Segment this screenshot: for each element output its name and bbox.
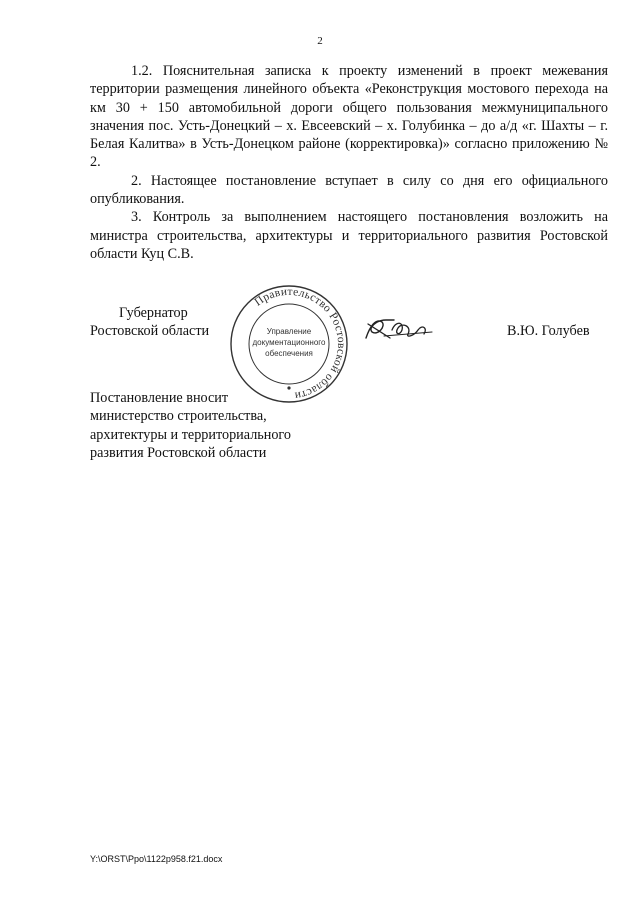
seal-inner-line-2: документационного [252, 338, 326, 347]
file-path-footer: Y:\ORST\Ppo\1122p958.f21.docx [90, 854, 223, 864]
submitter-line: Постановление вносит [90, 390, 229, 406]
submitter-note [90, 389, 291, 462]
submitter-line: министерство строительства, [90, 408, 267, 425]
document-body [90, 62, 608, 263]
seal-inner-line-3: обеспечения [265, 349, 313, 358]
signatory-position [90, 304, 209, 341]
handwritten-signature [362, 308, 440, 348]
paragraph-1-2: 1.2. Пояснительная записка к проекту изменений в проект межевания территории размещения линейного объекта «Реконструкция мостового перехода на км 30 + 150 автомобильной дороги общего пользования межмуниципального значения пос. Усть-Донецкий – х. Евсеевский – х. Голубинка – до а/д «г. Шахты – г. Белая Калитва» в Усть-Донецком районе (корректировка)» согласно приложению № 2. [90, 63, 608, 171]
paragraph-3: 3. Контроль за выполнением настоящего постановления возложить на министра строительства, архитектуры и территориального развития Ростовской области Куц С.В. [90, 209, 608, 262]
signatory-name: В.Ю. Голубев [507, 323, 590, 339]
submitter-line: архитектуры и территориального [90, 426, 291, 443]
position-line-governor: Губернатор [119, 305, 188, 321]
position-line-region: Ростовской области [90, 323, 210, 340]
page-number: 2 [317, 35, 323, 47]
seal-inner-line-1: Управление [266, 327, 312, 336]
paragraph-2: 2. Настоящее постановление вступает в силу со дня его официального опубликования. [90, 172, 608, 208]
seal-outer-text: Правительство Ростовской области [252, 285, 348, 402]
official-seal-stamp [229, 284, 349, 404]
submitter-line: развития Ростовской области [90, 444, 267, 461]
